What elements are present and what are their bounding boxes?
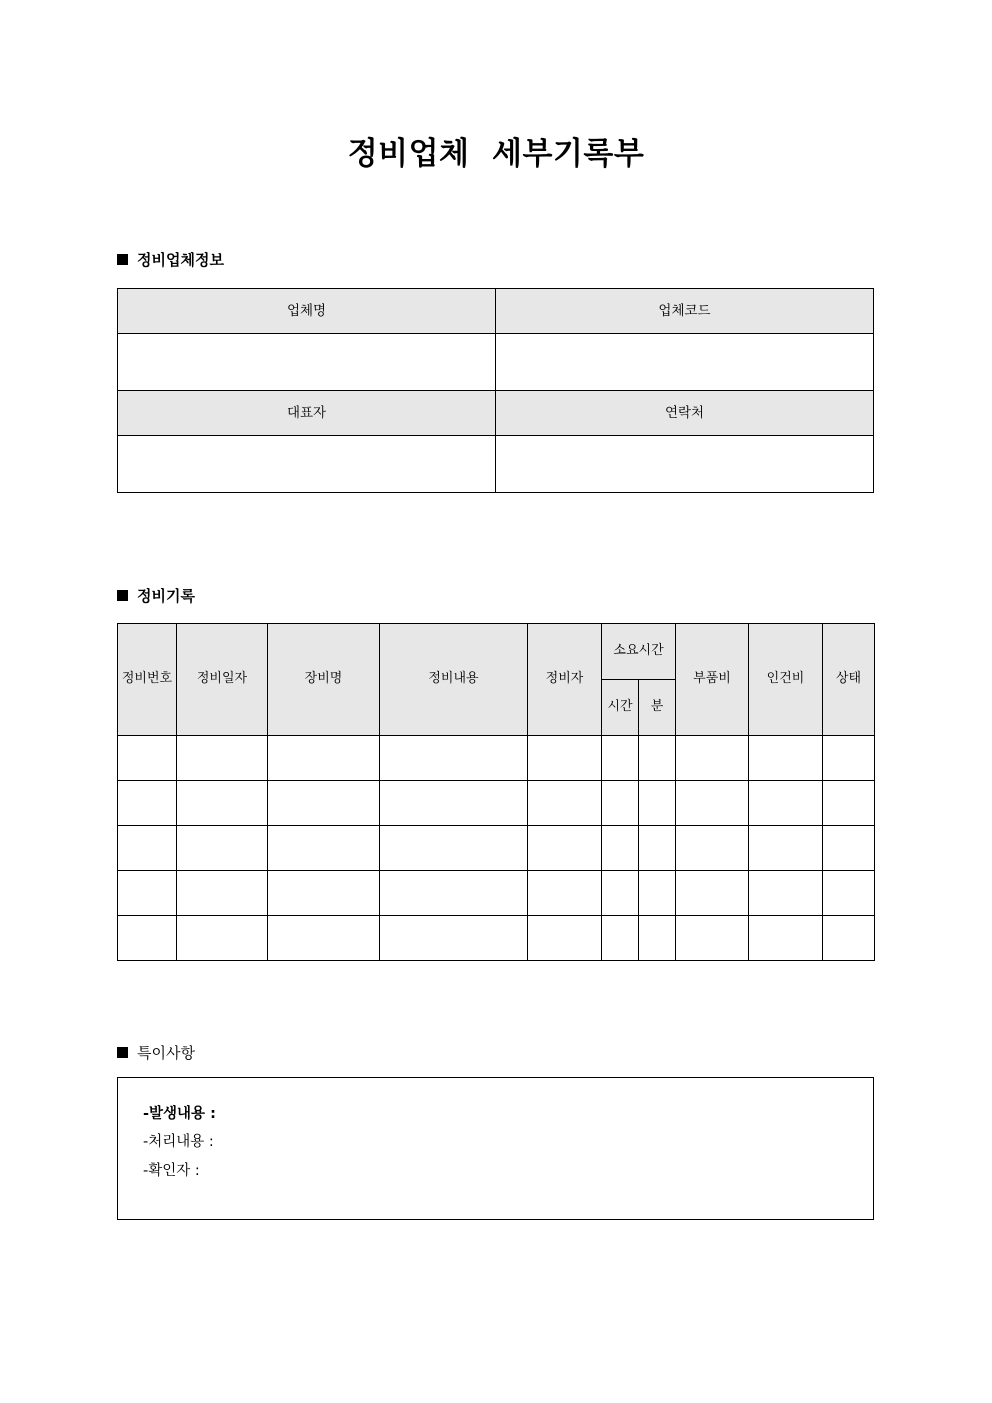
cell-record-details[interactable] — [380, 916, 528, 961]
notes-list — [118, 1078, 873, 1185]
cell-duration-hours[interactable] — [602, 826, 639, 871]
section-heading-notes — [117, 1042, 195, 1063]
column-header-duration-minutes: 분 — [639, 680, 676, 736]
section-heading-maintenance-record-label: 정비기록 — [137, 587, 195, 605]
cell-technician[interactable] — [528, 826, 602, 871]
table-row — [118, 289, 874, 334]
column-header-parts-cost: 부품비 — [676, 624, 749, 736]
cell-equipment-name[interactable] — [268, 736, 380, 781]
cell-parts-cost[interactable] — [676, 826, 749, 871]
cell-record-number[interactable] — [118, 826, 177, 871]
list-item[interactable]: -발생내용 : — [143, 1106, 216, 1122]
cell-record-details[interactable] — [380, 826, 528, 871]
cell-parts-cost[interactable] — [676, 736, 749, 781]
notes-box[interactable] — [117, 1077, 874, 1220]
cell-duration-minutes[interactable] — [639, 871, 676, 916]
cell-record-date[interactable] — [177, 871, 268, 916]
section-heading-company-info — [117, 249, 224, 270]
cell-duration-minutes[interactable] — [639, 736, 676, 781]
section-heading-maintenance-record — [117, 585, 195, 606]
cell-duration-minutes[interactable] — [639, 781, 676, 826]
representative-label: 대표자 — [118, 391, 496, 436]
company-name-value[interactable] — [118, 334, 496, 391]
cell-technician[interactable] — [528, 916, 602, 961]
table-header-row — [118, 624, 875, 680]
cell-technician[interactable] — [528, 871, 602, 916]
cell-equipment-name[interactable] — [268, 916, 380, 961]
company-info-table — [117, 288, 874, 493]
company-code-value[interactable] — [496, 334, 874, 391]
cell-equipment-name[interactable] — [268, 871, 380, 916]
company-code-label: 업체코드 — [496, 289, 874, 334]
representative-value[interactable] — [118, 436, 496, 493]
cell-record-details[interactable] — [380, 781, 528, 826]
list-item[interactable]: -처리내용 : — [143, 1134, 214, 1151]
cell-record-number[interactable] — [118, 871, 177, 916]
cell-parts-cost[interactable] — [676, 871, 749, 916]
page-title: 정비업체 세부기록부 — [347, 136, 645, 172]
table-row — [118, 871, 875, 916]
cell-labor-cost[interactable] — [749, 826, 823, 871]
cell-labor-cost[interactable] — [749, 781, 823, 826]
cell-duration-hours[interactable] — [602, 871, 639, 916]
cell-record-number[interactable] — [118, 916, 177, 961]
filled-square-bullet-icon — [117, 590, 128, 601]
cell-status[interactable] — [823, 826, 875, 871]
column-header-duration-group: 소요시간 — [602, 624, 676, 680]
table-row — [118, 916, 875, 961]
contact-value[interactable] — [496, 436, 874, 493]
maintenance-record-table — [117, 623, 875, 961]
cell-parts-cost[interactable] — [676, 916, 749, 961]
cell-record-number[interactable] — [118, 781, 177, 826]
cell-record-date[interactable] — [177, 736, 268, 781]
company-name-label: 업체명 — [118, 289, 496, 334]
cell-parts-cost[interactable] — [676, 781, 749, 826]
table-row — [118, 736, 875, 781]
cell-record-details[interactable] — [380, 736, 528, 781]
list-item[interactable]: -확인자 : — [143, 1162, 200, 1179]
table-row — [118, 436, 874, 493]
cell-record-details[interactable] — [380, 871, 528, 916]
column-header-technician: 정비자 — [528, 624, 602, 736]
column-header-record-number: 정비번호 — [118, 624, 177, 736]
cell-record-date[interactable] — [177, 916, 268, 961]
column-header-equipment-name: 장비명 — [268, 624, 380, 736]
cell-record-date[interactable] — [177, 826, 268, 871]
cell-labor-cost[interactable] — [749, 871, 823, 916]
maintenance-record-body — [118, 736, 875, 961]
filled-square-bullet-icon — [117, 1047, 128, 1058]
section-heading-notes-label: 특이사항 — [137, 1044, 195, 1062]
column-header-duration-hours: 시간 — [602, 680, 639, 736]
contact-label: 연락처 — [496, 391, 874, 436]
table-row — [118, 826, 875, 871]
table-row — [118, 391, 874, 436]
cell-duration-minutes[interactable] — [639, 826, 676, 871]
filled-square-bullet-icon — [117, 254, 128, 265]
cell-record-date[interactable] — [177, 781, 268, 826]
column-header-labor-cost: 인건비 — [749, 624, 823, 736]
column-header-record-date: 정비일자 — [177, 624, 268, 736]
cell-duration-hours[interactable] — [602, 916, 639, 961]
cell-equipment-name[interactable] — [268, 826, 380, 871]
cell-status[interactable] — [823, 916, 875, 961]
section-heading-company-info-label: 정비업체정보 — [137, 251, 224, 269]
cell-status[interactable] — [823, 736, 875, 781]
column-header-status: 상태 — [823, 624, 875, 736]
cell-duration-minutes[interactable] — [639, 916, 676, 961]
cell-equipment-name[interactable] — [268, 781, 380, 826]
cell-labor-cost[interactable] — [749, 736, 823, 781]
cell-duration-hours[interactable] — [602, 781, 639, 826]
table-row — [118, 334, 874, 391]
cell-record-number[interactable] — [118, 736, 177, 781]
cell-technician[interactable] — [528, 736, 602, 781]
cell-status[interactable] — [823, 871, 875, 916]
table-row — [118, 781, 875, 826]
cell-labor-cost[interactable] — [749, 916, 823, 961]
cell-technician[interactable] — [528, 781, 602, 826]
column-header-record-details: 정비내용 — [380, 624, 528, 736]
cell-duration-hours[interactable] — [602, 736, 639, 781]
cell-status[interactable] — [823, 781, 875, 826]
